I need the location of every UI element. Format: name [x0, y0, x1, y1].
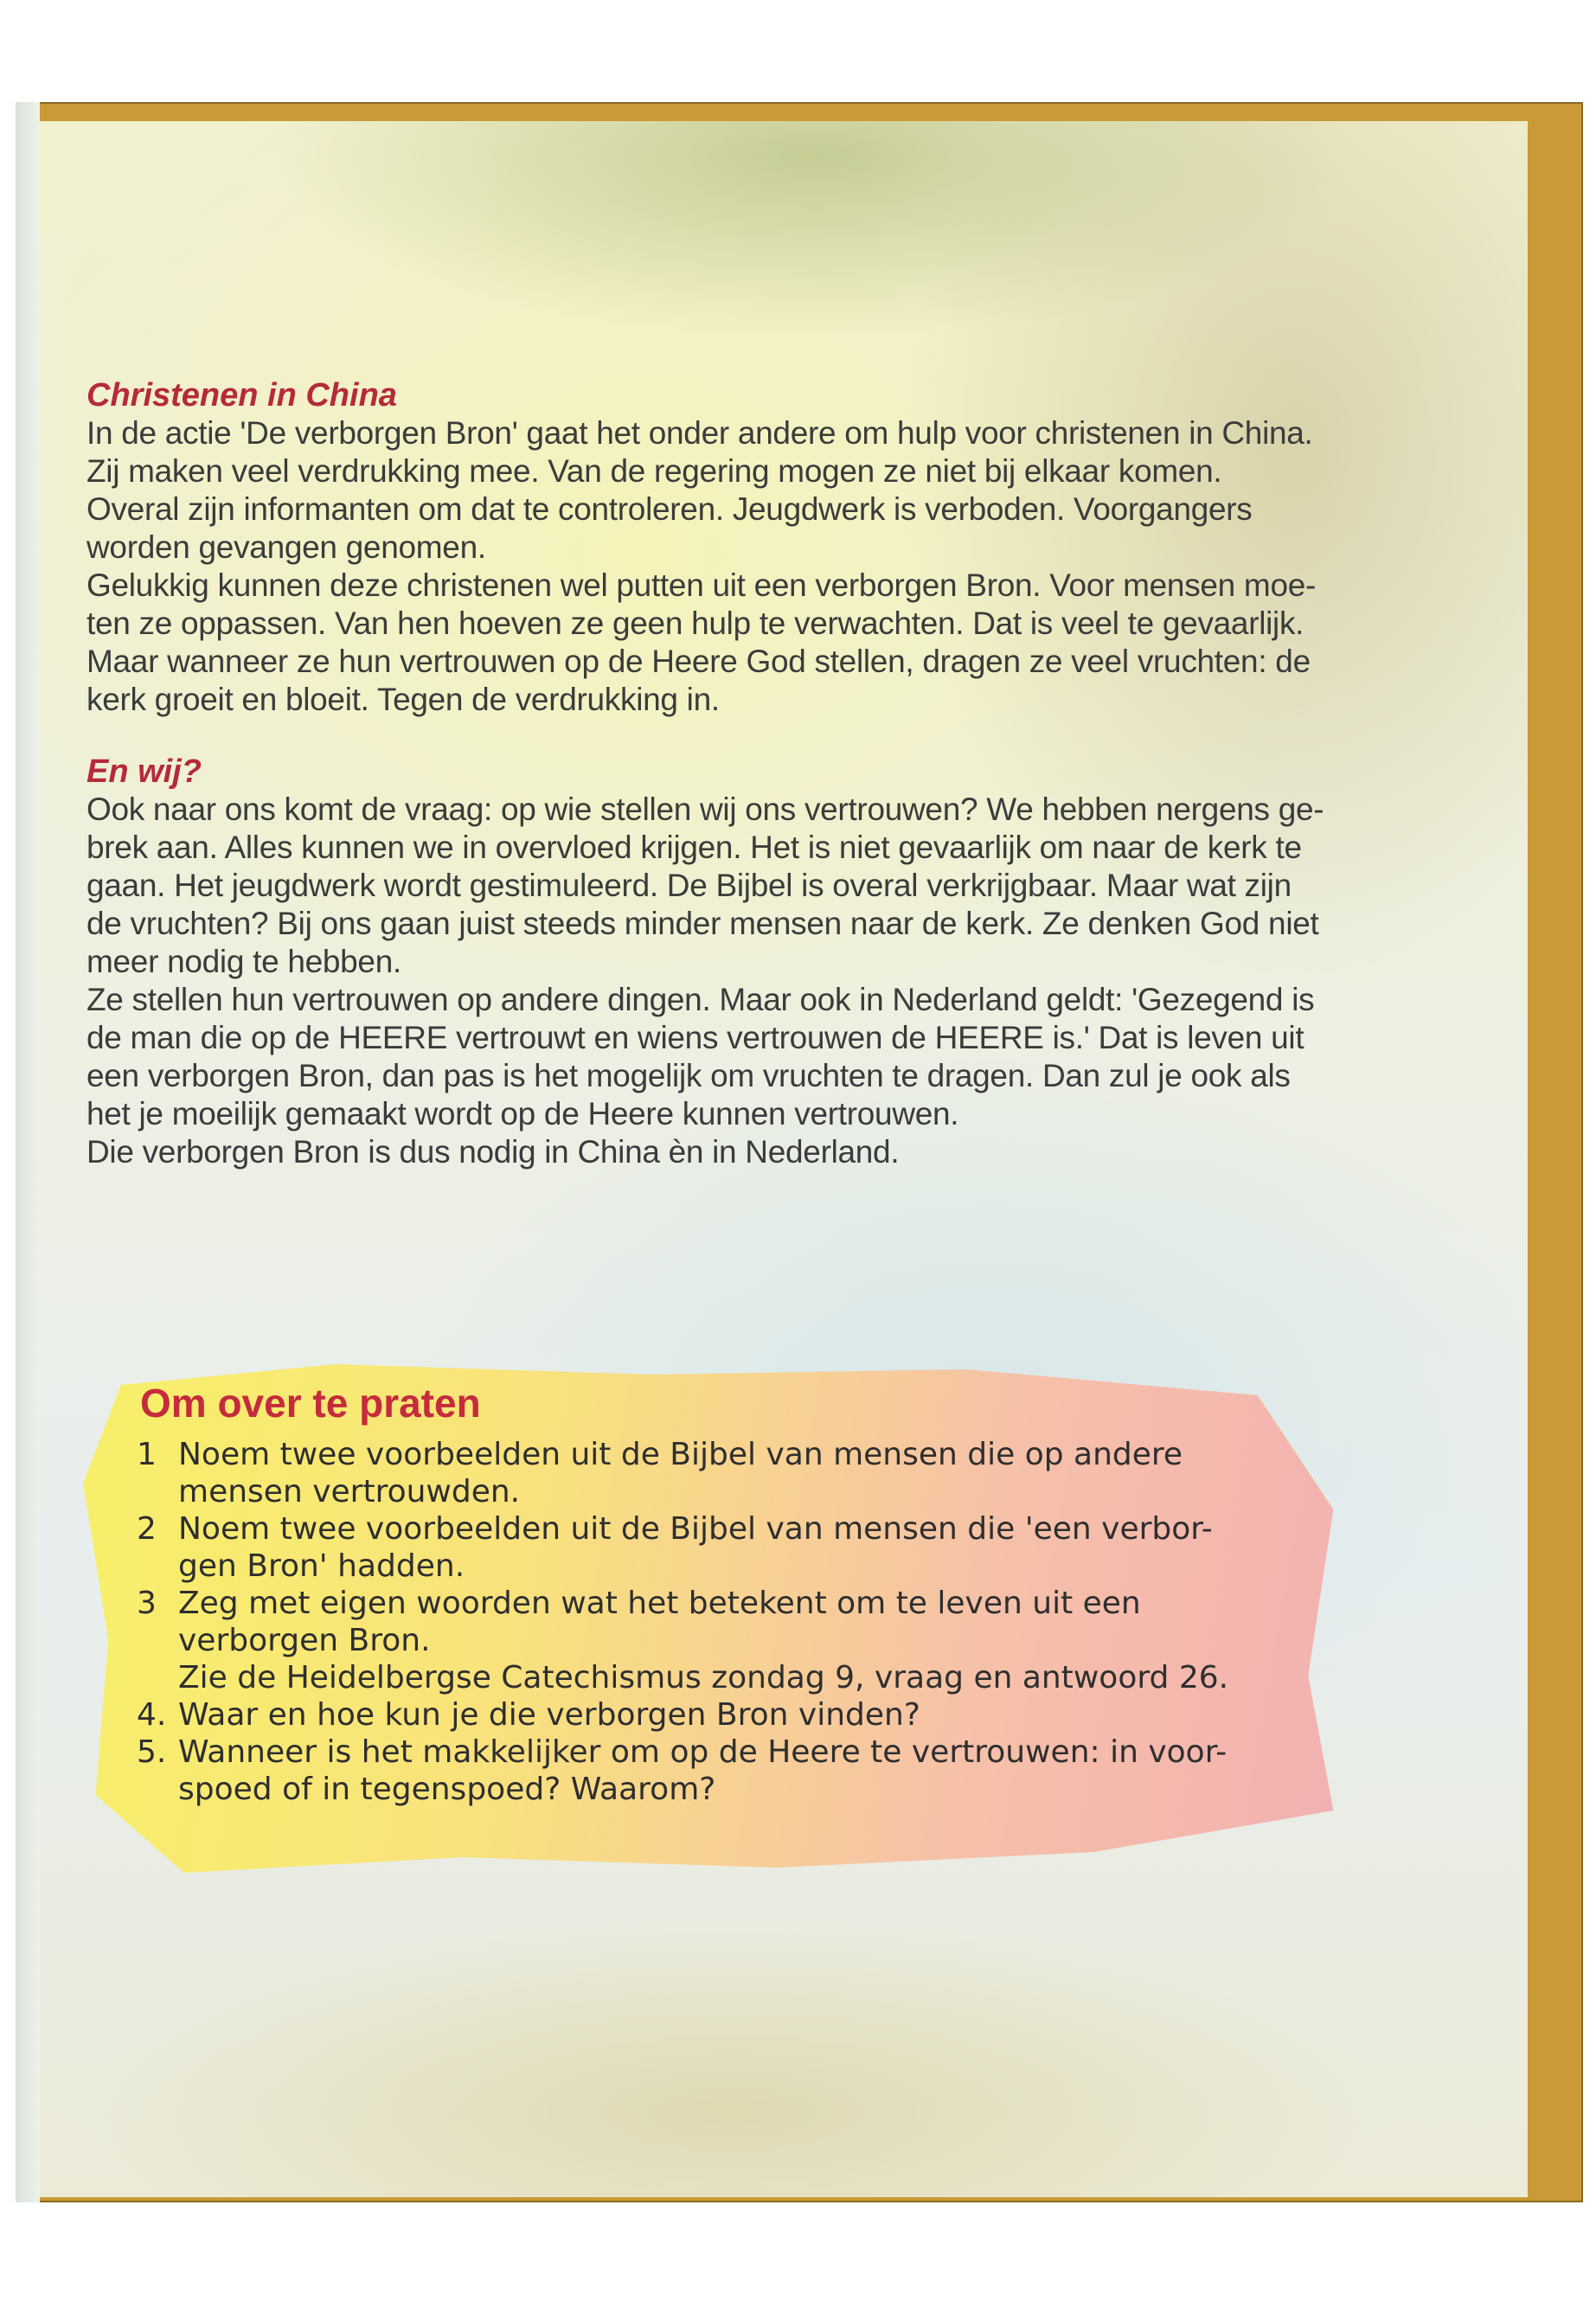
- paragraph-line: worden gevangen genomen.: [87, 529, 486, 565]
- paragraph-line: brek aan. Alles kunnen we in overvloed krijgen. Het is niet gevaarlijk om naar de kerk te: [87, 830, 1302, 865]
- question-number: 4.: [137, 1697, 167, 1733]
- section-heading: En wij?: [87, 753, 202, 790]
- question-line: spoed of in tegenspoed? Waarom?: [178, 1772, 716, 1807]
- question-line: Waar en hoe kun je die verborgen Bron vinden?: [178, 1697, 920, 1733]
- question-text: [178, 1734, 1348, 1808]
- paragraph-line: een verborgen Bron, dan pas is het mogelijk om vruchten te dragen. Dan zul je ook als: [87, 1058, 1291, 1093]
- paragraph-line: ten ze oppassen. Van hen hoeven ze geen hulp te verwachten. Dat is veel te gevaarlijk.: [87, 606, 1304, 641]
- paragraph-line: Gelukkig kunnen deze christenen wel putten uit een verborgen Bron. Voor mensen moe-: [87, 567, 1317, 603]
- paragraph-line: Maar wanneer ze hun vertrouwen op de Heere God stellen, dragen ze veel vruchten: de: [87, 644, 1311, 679]
- page-edge: [16, 102, 40, 2202]
- paragraph-line: kerk groeit en bloeit. Tegen de verdrukking in.: [87, 682, 720, 717]
- scan-background: [0, 0, 1596, 102]
- page: [40, 121, 1528, 2197]
- question-number: 5.: [137, 1734, 167, 1770]
- question-item: [137, 1734, 1348, 1808]
- section-heading: Christenen in China: [87, 377, 397, 413]
- question-text: [178, 1510, 1348, 1585]
- paragraph-line: de vruchten? Bij ons gaan juist steeds minder mensen naar de kerk. Ze denken God niet: [87, 906, 1319, 941]
- paragraph-line: Ook naar ons komt de vraag: op wie stellen wij ons vertrouwen? We hebben nergens ge-: [87, 792, 1324, 827]
- question-text: [178, 1585, 1348, 1696]
- paragraph-line: meer nodig te hebben.: [87, 944, 401, 979]
- paragraph-line: de man die op de HEERE vertrouwt en wiens vertrouwen de HEERE is.' Dat is leven uit: [87, 1020, 1304, 1055]
- question-item: [137, 1510, 1348, 1585]
- question-item: [137, 1436, 1348, 1510]
- question-text: [178, 1436, 1348, 1510]
- paragraph-line: gaan. Het jeugdwerk wordt gestimuleerd. De Bijbel is overal verkrijgbaar. Maar wat zijn: [87, 868, 1292, 903]
- question-line: mensen vertrouwden.: [178, 1474, 521, 1509]
- question-line: Zeg met eigen woorden wat het betekent om te leven uit een: [178, 1586, 1141, 1621]
- question-list: [137, 1436, 1348, 1808]
- question-line: Noem twee voorbeelden uit de Bijbel van mensen die op andere: [178, 1437, 1183, 1472]
- paragraph-line: Ze stellen hun vertrouwen op andere dingen. Maar ook in Nederland geldt: 'Gezegend is: [87, 982, 1315, 1017]
- question-line: verborgen Bron.: [178, 1623, 431, 1658]
- question-number: 3: [137, 1586, 157, 1621]
- question-text: [178, 1696, 1348, 1734]
- question-line: gen Bron' hadden.: [178, 1548, 465, 1584]
- section-christenen-in-china: [87, 376, 1436, 719]
- question-line: Wanneer is het makkelijker om op de Heere te vertrouwen: in voor-: [178, 1734, 1227, 1770]
- question-line: Zie de Heidelbergse Catechismus zondag 9, vraag en antwoord 26.: [178, 1660, 1229, 1695]
- paragraph-line: In de actie 'De verborgen Bron' gaat het onder andere om hulp voor christenen in China.: [87, 415, 1313, 451]
- paragraph-line: Overal zijn informanten om dat te controleren. Jeugdwerk is verboden. Voorgangers: [87, 491, 1253, 527]
- paragraph-line: Zij maken veel verdrukking mee. Van de regering mogen ze niet bij elkaar komen.: [87, 453, 1222, 489]
- question-number: 2: [137, 1511, 157, 1547]
- question-line: Noem twee voorbeelden uit de Bijbel van mensen die 'een verbor-: [178, 1511, 1213, 1547]
- paragraph-line: het je moeilijk gemaakt wordt op de Heere kunnen vertrouwen.: [87, 1096, 959, 1131]
- question-item: [137, 1585, 1348, 1696]
- paragraph-line: Die verborgen Bron is dus nodig in China èn in Nederland.: [87, 1134, 900, 1170]
- question-number: 1: [137, 1437, 157, 1472]
- discussion-title: Om over te praten: [140, 1381, 481, 1426]
- question-item: [137, 1696, 1348, 1734]
- section-en-wij: [87, 753, 1436, 1171]
